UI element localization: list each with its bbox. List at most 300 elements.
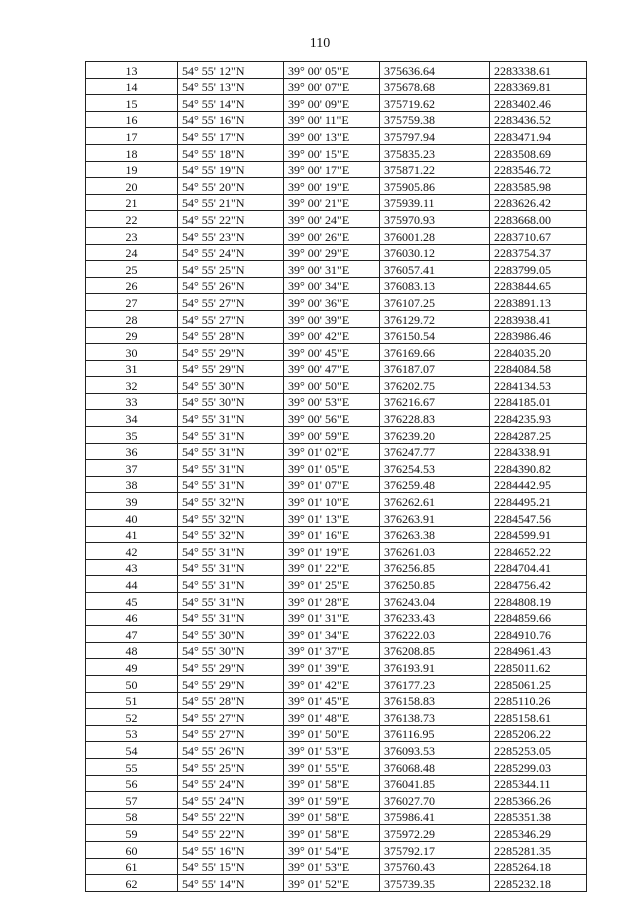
x-coordinate-cell: 375972.29: [380, 825, 490, 842]
y-coordinate-cell: 2283508.69: [490, 144, 587, 161]
latitude-cell: 54° 55' 23"N: [178, 227, 284, 244]
table-row: [86, 460, 587, 477]
point-number-cell: 30: [86, 344, 178, 361]
table-row: [86, 875, 587, 892]
y-coordinate-cell: 2284808.19: [490, 593, 587, 610]
y-coordinate-cell: 2285232.18: [490, 875, 587, 892]
table-row: [86, 692, 587, 709]
x-coordinate-cell: 376228.83: [380, 410, 490, 427]
table-row: [86, 725, 587, 742]
latitude-cell: 54° 55' 31"N: [178, 593, 284, 610]
longitude-cell: 39° 00' 47"E: [284, 360, 380, 377]
y-coordinate-cell: 2285264.18: [490, 858, 587, 875]
longitude-cell: 39° 00' 17"E: [284, 161, 380, 178]
table-row: [86, 742, 587, 759]
longitude-cell: 39° 00' 13"E: [284, 128, 380, 145]
table-row: [86, 443, 587, 460]
latitude-cell: 54° 55' 29"N: [178, 344, 284, 361]
table-row: [86, 609, 587, 626]
point-number-cell: 59: [86, 825, 178, 842]
longitude-cell: 39° 00' 07"E: [284, 78, 380, 95]
point-number-cell: 48: [86, 642, 178, 659]
longitude-cell: 39° 00' 59"E: [284, 427, 380, 444]
table-row: [86, 128, 587, 145]
point-number-cell: 34: [86, 410, 178, 427]
table-row: [86, 427, 587, 444]
point-number-cell: 47: [86, 626, 178, 643]
latitude-cell: 54° 55' 31"N: [178, 460, 284, 477]
y-coordinate-cell: 2283402.46: [490, 95, 587, 112]
point-number-cell: 39: [86, 493, 178, 510]
x-coordinate-cell: 375792.17: [380, 841, 490, 858]
table-row: [86, 95, 587, 112]
point-number-cell: 51: [86, 692, 178, 709]
x-coordinate-cell: 376083.13: [380, 277, 490, 294]
table-row: [86, 327, 587, 344]
table-row: [86, 792, 587, 809]
x-coordinate-cell: 375797.94: [380, 128, 490, 145]
point-number-cell: 57: [86, 792, 178, 809]
latitude-cell: 54° 55' 20"N: [178, 178, 284, 195]
table-row: [86, 775, 587, 792]
latitude-cell: 54° 55' 16"N: [178, 111, 284, 128]
longitude-cell: 39° 01' 39"E: [284, 659, 380, 676]
latitude-cell: 54° 55' 27"N: [178, 709, 284, 726]
latitude-cell: 54° 55' 28"N: [178, 327, 284, 344]
y-coordinate-cell: 2283710.67: [490, 227, 587, 244]
latitude-cell: 54° 55' 17"N: [178, 128, 284, 145]
x-coordinate-cell: 376057.41: [380, 261, 490, 278]
longitude-cell: 39° 00' 50"E: [284, 377, 380, 394]
x-coordinate-cell: 376169.66: [380, 344, 490, 361]
y-coordinate-cell: 2284338.91: [490, 443, 587, 460]
y-coordinate-cell: 2284756.42: [490, 576, 587, 593]
table-row: [86, 758, 587, 775]
table-row: [86, 825, 587, 842]
point-number-cell: 49: [86, 659, 178, 676]
table-row: [86, 277, 587, 294]
x-coordinate-cell: 376263.38: [380, 526, 490, 543]
point-number-cell: 22: [86, 211, 178, 228]
x-coordinate-cell: 375905.86: [380, 178, 490, 195]
latitude-cell: 54° 55' 31"N: [178, 543, 284, 560]
x-coordinate-cell: 375739.35: [380, 875, 490, 892]
x-coordinate-cell: 375871.22: [380, 161, 490, 178]
x-coordinate-cell: 376216.67: [380, 393, 490, 410]
y-coordinate-cell: 2284134.53: [490, 377, 587, 394]
y-coordinate-cell: 2285158.61: [490, 709, 587, 726]
point-number-cell: 23: [86, 227, 178, 244]
point-number-cell: 54: [86, 742, 178, 759]
y-coordinate-cell: 2284961.43: [490, 642, 587, 659]
table-row: [86, 310, 587, 327]
y-coordinate-cell: 2283471.94: [490, 128, 587, 145]
x-coordinate-cell: 375986.41: [380, 808, 490, 825]
table-row: [86, 161, 587, 178]
longitude-cell: 39° 01' 05"E: [284, 460, 380, 477]
point-number-cell: 26: [86, 277, 178, 294]
y-coordinate-cell: 2283799.05: [490, 261, 587, 278]
x-coordinate-cell: 376261.03: [380, 543, 490, 560]
x-coordinate-cell: 376233.43: [380, 609, 490, 626]
latitude-cell: 54° 55' 31"N: [178, 427, 284, 444]
y-coordinate-cell: 2285344.11: [490, 775, 587, 792]
point-number-cell: 43: [86, 559, 178, 576]
x-coordinate-cell: 376041.85: [380, 775, 490, 792]
point-number-cell: 46: [86, 609, 178, 626]
table-row: [86, 559, 587, 576]
x-coordinate-cell: 376177.23: [380, 675, 490, 692]
x-coordinate-cell: 376222.03: [380, 626, 490, 643]
point-number-cell: 14: [86, 78, 178, 95]
longitude-cell: 39° 01' 55"E: [284, 758, 380, 775]
table-row: [86, 476, 587, 493]
y-coordinate-cell: 2283844.65: [490, 277, 587, 294]
latitude-cell: 54° 55' 31"N: [178, 443, 284, 460]
y-coordinate-cell: 2283626.42: [490, 194, 587, 211]
coordinates-table: [85, 61, 587, 892]
point-number-cell: 28: [86, 310, 178, 327]
point-number-cell: 58: [86, 808, 178, 825]
point-number-cell: 50: [86, 675, 178, 692]
table-row: [86, 294, 587, 311]
longitude-cell: 39° 01' 53"E: [284, 742, 380, 759]
point-number-cell: 17: [86, 128, 178, 145]
longitude-cell: 39° 01' 19"E: [284, 543, 380, 560]
table-row: [86, 111, 587, 128]
longitude-cell: 39° 00' 34"E: [284, 277, 380, 294]
x-coordinate-cell: 375719.62: [380, 95, 490, 112]
x-coordinate-cell: 376202.75: [380, 377, 490, 394]
y-coordinate-cell: 2284390.82: [490, 460, 587, 477]
longitude-cell: 39° 01' 58"E: [284, 808, 380, 825]
latitude-cell: 54° 55' 25"N: [178, 261, 284, 278]
latitude-cell: 54° 55' 28"N: [178, 692, 284, 709]
table-row: [86, 194, 587, 211]
point-number-cell: 35: [86, 427, 178, 444]
y-coordinate-cell: 2284599.91: [490, 526, 587, 543]
latitude-cell: 54° 55' 13"N: [178, 78, 284, 95]
x-coordinate-cell: 376256.85: [380, 559, 490, 576]
y-coordinate-cell: 2283891.13: [490, 294, 587, 311]
latitude-cell: 54° 55' 27"N: [178, 310, 284, 327]
point-number-cell: 45: [86, 593, 178, 610]
table-row: [86, 576, 587, 593]
latitude-cell: 54° 55' 29"N: [178, 360, 284, 377]
latitude-cell: 54° 55' 24"N: [178, 244, 284, 261]
table-row: [86, 178, 587, 195]
x-coordinate-cell: 376247.77: [380, 443, 490, 460]
table-row: [86, 344, 587, 361]
longitude-cell: 39° 00' 15"E: [284, 144, 380, 161]
point-number-cell: 60: [86, 841, 178, 858]
x-coordinate-cell: 376138.73: [380, 709, 490, 726]
point-number-cell: 37: [86, 460, 178, 477]
longitude-cell: 39° 01' 13"E: [284, 510, 380, 527]
y-coordinate-cell: 2283668.00: [490, 211, 587, 228]
point-number-cell: 61: [86, 858, 178, 875]
latitude-cell: 54° 55' 27"N: [178, 725, 284, 742]
x-coordinate-cell: 376150.54: [380, 327, 490, 344]
table-row: [86, 526, 587, 543]
y-coordinate-cell: 2284035.20: [490, 344, 587, 361]
y-coordinate-cell: 2283754.37: [490, 244, 587, 261]
point-number-cell: 42: [86, 543, 178, 560]
table-row: [86, 211, 587, 228]
x-coordinate-cell: 376259.48: [380, 476, 490, 493]
longitude-cell: 39° 00' 39"E: [284, 310, 380, 327]
point-number-cell: 33: [86, 393, 178, 410]
y-coordinate-cell: 2283938.41: [490, 310, 587, 327]
latitude-cell: 54° 55' 24"N: [178, 775, 284, 792]
longitude-cell: 39° 01' 50"E: [284, 725, 380, 742]
latitude-cell: 54° 55' 30"N: [178, 642, 284, 659]
longitude-cell: 39° 01' 16"E: [284, 526, 380, 543]
y-coordinate-cell: 2284495.21: [490, 493, 587, 510]
table-row: [86, 261, 587, 278]
point-number-cell: 16: [86, 111, 178, 128]
table-row: [86, 709, 587, 726]
longitude-cell: 39° 01' 58"E: [284, 775, 380, 792]
point-number-cell: 29: [86, 327, 178, 344]
latitude-cell: 54° 55' 29"N: [178, 659, 284, 676]
x-coordinate-cell: 376250.85: [380, 576, 490, 593]
x-coordinate-cell: 376129.72: [380, 310, 490, 327]
y-coordinate-cell: 2283546.72: [490, 161, 587, 178]
latitude-cell: 54° 55' 31"N: [178, 476, 284, 493]
latitude-cell: 54° 55' 30"N: [178, 377, 284, 394]
table-row: [86, 62, 587, 79]
x-coordinate-cell: 375759.38: [380, 111, 490, 128]
x-coordinate-cell: 376030.12: [380, 244, 490, 261]
latitude-cell: 54° 55' 32"N: [178, 493, 284, 510]
latitude-cell: 54° 55' 15"N: [178, 858, 284, 875]
point-number-cell: 25: [86, 261, 178, 278]
y-coordinate-cell: 2283986.46: [490, 327, 587, 344]
latitude-cell: 54° 55' 16"N: [178, 841, 284, 858]
x-coordinate-cell: 376093.53: [380, 742, 490, 759]
longitude-cell: 39° 01' 25"E: [284, 576, 380, 593]
latitude-cell: 54° 55' 22"N: [178, 825, 284, 842]
longitude-cell: 39° 00' 56"E: [284, 410, 380, 427]
point-number-cell: 38: [86, 476, 178, 493]
longitude-cell: 39° 01' 10"E: [284, 493, 380, 510]
y-coordinate-cell: 2285110.26: [490, 692, 587, 709]
point-number-cell: 19: [86, 161, 178, 178]
y-coordinate-cell: 2285253.05: [490, 742, 587, 759]
latitude-cell: 54° 55' 32"N: [178, 510, 284, 527]
table-row: [86, 244, 587, 261]
table-row: [86, 493, 587, 510]
latitude-cell: 54° 55' 19"N: [178, 161, 284, 178]
y-coordinate-cell: 2285351.38: [490, 808, 587, 825]
point-number-cell: 31: [86, 360, 178, 377]
longitude-cell: 39° 01' 34"E: [284, 626, 380, 643]
latitude-cell: 54° 55' 12"N: [178, 62, 284, 79]
x-coordinate-cell: 376243.04: [380, 593, 490, 610]
latitude-cell: 54° 55' 18"N: [178, 144, 284, 161]
x-coordinate-cell: 376263.91: [380, 510, 490, 527]
latitude-cell: 54° 55' 32"N: [178, 526, 284, 543]
longitude-cell: 39° 00' 45"E: [284, 344, 380, 361]
latitude-cell: 54° 55' 30"N: [178, 393, 284, 410]
latitude-cell: 54° 55' 14"N: [178, 875, 284, 892]
x-coordinate-cell: 376068.48: [380, 758, 490, 775]
y-coordinate-cell: 2285061.25: [490, 675, 587, 692]
table-row: [86, 78, 587, 95]
x-coordinate-cell: 376027.70: [380, 792, 490, 809]
longitude-cell: 39° 01' 28"E: [284, 593, 380, 610]
table-row: [86, 858, 587, 875]
table-row: [86, 626, 587, 643]
x-coordinate-cell: 376116.95: [380, 725, 490, 742]
y-coordinate-cell: 2284287.25: [490, 427, 587, 444]
x-coordinate-cell: 375835.23: [380, 144, 490, 161]
table-row: [86, 360, 587, 377]
longitude-cell: 39° 00' 09"E: [284, 95, 380, 112]
point-number-cell: 41: [86, 526, 178, 543]
point-number-cell: 18: [86, 144, 178, 161]
point-number-cell: 62: [86, 875, 178, 892]
point-number-cell: 36: [86, 443, 178, 460]
latitude-cell: 54° 55' 22"N: [178, 211, 284, 228]
longitude-cell: 39° 00' 26"E: [284, 227, 380, 244]
x-coordinate-cell: 376208.85: [380, 642, 490, 659]
y-coordinate-cell: 2284442.95: [490, 476, 587, 493]
longitude-cell: 39° 01' 58"E: [284, 825, 380, 842]
longitude-cell: 39° 01' 02"E: [284, 443, 380, 460]
table-row: [86, 510, 587, 527]
table-row: [86, 593, 587, 610]
table-row: [86, 410, 587, 427]
point-number-cell: 44: [86, 576, 178, 593]
x-coordinate-cell: 376193.91: [380, 659, 490, 676]
y-coordinate-cell: 2285346.29: [490, 825, 587, 842]
latitude-cell: 54° 55' 30"N: [178, 626, 284, 643]
point-number-cell: 15: [86, 95, 178, 112]
y-coordinate-cell: 2284547.56: [490, 510, 587, 527]
table-row: [86, 144, 587, 161]
latitude-cell: 54° 55' 27"N: [178, 294, 284, 311]
x-coordinate-cell: 375636.64: [380, 62, 490, 79]
longitude-cell: 39° 01' 37"E: [284, 642, 380, 659]
y-coordinate-cell: 2283338.61: [490, 62, 587, 79]
y-coordinate-cell: 2284859.66: [490, 609, 587, 626]
point-number-cell: 32: [86, 377, 178, 394]
table-row: [86, 393, 587, 410]
point-number-cell: 40: [86, 510, 178, 527]
table-row: [86, 543, 587, 560]
longitude-cell: 39° 00' 36"E: [284, 294, 380, 311]
x-coordinate-cell: 375970.93: [380, 211, 490, 228]
y-coordinate-cell: 2284910.76: [490, 626, 587, 643]
latitude-cell: 54° 55' 31"N: [178, 609, 284, 626]
y-coordinate-cell: 2283369.81: [490, 78, 587, 95]
point-number-cell: 56: [86, 775, 178, 792]
table-row: [86, 642, 587, 659]
page-number: 110: [309, 36, 331, 51]
longitude-cell: 39° 01' 07"E: [284, 476, 380, 493]
latitude-cell: 54° 55' 24"N: [178, 792, 284, 809]
latitude-cell: 54° 55' 26"N: [178, 277, 284, 294]
x-coordinate-cell: 376187.07: [380, 360, 490, 377]
y-coordinate-cell: 2285299.03: [490, 758, 587, 775]
table-row: [86, 808, 587, 825]
latitude-cell: 54° 55' 31"N: [178, 410, 284, 427]
table-row: [86, 659, 587, 676]
point-number-cell: 27: [86, 294, 178, 311]
latitude-cell: 54° 55' 31"N: [178, 559, 284, 576]
longitude-cell: 39° 00' 29"E: [284, 244, 380, 261]
longitude-cell: 39° 00' 21"E: [284, 194, 380, 211]
y-coordinate-cell: 2284084.58: [490, 360, 587, 377]
latitude-cell: 54° 55' 26"N: [178, 742, 284, 759]
longitude-cell: 39° 01' 22"E: [284, 559, 380, 576]
y-coordinate-cell: 2284185.01: [490, 393, 587, 410]
point-number-cell: 24: [86, 244, 178, 261]
table-row: [86, 227, 587, 244]
coordinates-table-body: [86, 62, 587, 892]
point-number-cell: 52: [86, 709, 178, 726]
y-coordinate-cell: 2285206.22: [490, 725, 587, 742]
latitude-cell: 54° 55' 21"N: [178, 194, 284, 211]
longitude-cell: 39° 00' 11"E: [284, 111, 380, 128]
longitude-cell: 39° 01' 42"E: [284, 675, 380, 692]
x-coordinate-cell: 376262.61: [380, 493, 490, 510]
longitude-cell: 39° 01' 54"E: [284, 841, 380, 858]
latitude-cell: 54° 55' 29"N: [178, 675, 284, 692]
y-coordinate-cell: 2284652.22: [490, 543, 587, 560]
longitude-cell: 39° 01' 53"E: [284, 858, 380, 875]
x-coordinate-cell: 376107.25: [380, 294, 490, 311]
longitude-cell: 39° 00' 53"E: [284, 393, 380, 410]
table-row: [86, 377, 587, 394]
y-coordinate-cell: 2283585.98: [490, 178, 587, 195]
longitude-cell: 39° 01' 48"E: [284, 709, 380, 726]
longitude-cell: 39° 00' 05"E: [284, 62, 380, 79]
point-number-cell: 13: [86, 62, 178, 79]
table-row: [86, 675, 587, 692]
longitude-cell: 39° 01' 31"E: [284, 609, 380, 626]
longitude-cell: 39° 00' 19"E: [284, 178, 380, 195]
latitude-cell: 54° 55' 25"N: [178, 758, 284, 775]
point-number-cell: 21: [86, 194, 178, 211]
point-number-cell: 55: [86, 758, 178, 775]
y-coordinate-cell: 2285366.26: [490, 792, 587, 809]
x-coordinate-cell: 375678.68: [380, 78, 490, 95]
x-coordinate-cell: 376001.28: [380, 227, 490, 244]
point-number-cell: 20: [86, 178, 178, 195]
latitude-cell: 54° 55' 22"N: [178, 808, 284, 825]
latitude-cell: 54° 55' 31"N: [178, 576, 284, 593]
x-coordinate-cell: 375939.11: [380, 194, 490, 211]
longitude-cell: 39° 01' 52"E: [284, 875, 380, 892]
x-coordinate-cell: 375760.43: [380, 858, 490, 875]
y-coordinate-cell: 2285281.35: [490, 841, 587, 858]
y-coordinate-cell: 2284704.41: [490, 559, 587, 576]
y-coordinate-cell: 2283436.52: [490, 111, 587, 128]
x-coordinate-cell: 376158.83: [380, 692, 490, 709]
y-coordinate-cell: 2285011.62: [490, 659, 587, 676]
y-coordinate-cell: 2284235.93: [490, 410, 587, 427]
longitude-cell: 39° 00' 24"E: [284, 211, 380, 228]
point-number-cell: 53: [86, 725, 178, 742]
longitude-cell: 39° 00' 31"E: [284, 261, 380, 278]
latitude-cell: 54° 55' 14"N: [178, 95, 284, 112]
longitude-cell: 39° 01' 45"E: [284, 692, 380, 709]
longitude-cell: 39° 01' 59"E: [284, 792, 380, 809]
x-coordinate-cell: 376254.53: [380, 460, 490, 477]
